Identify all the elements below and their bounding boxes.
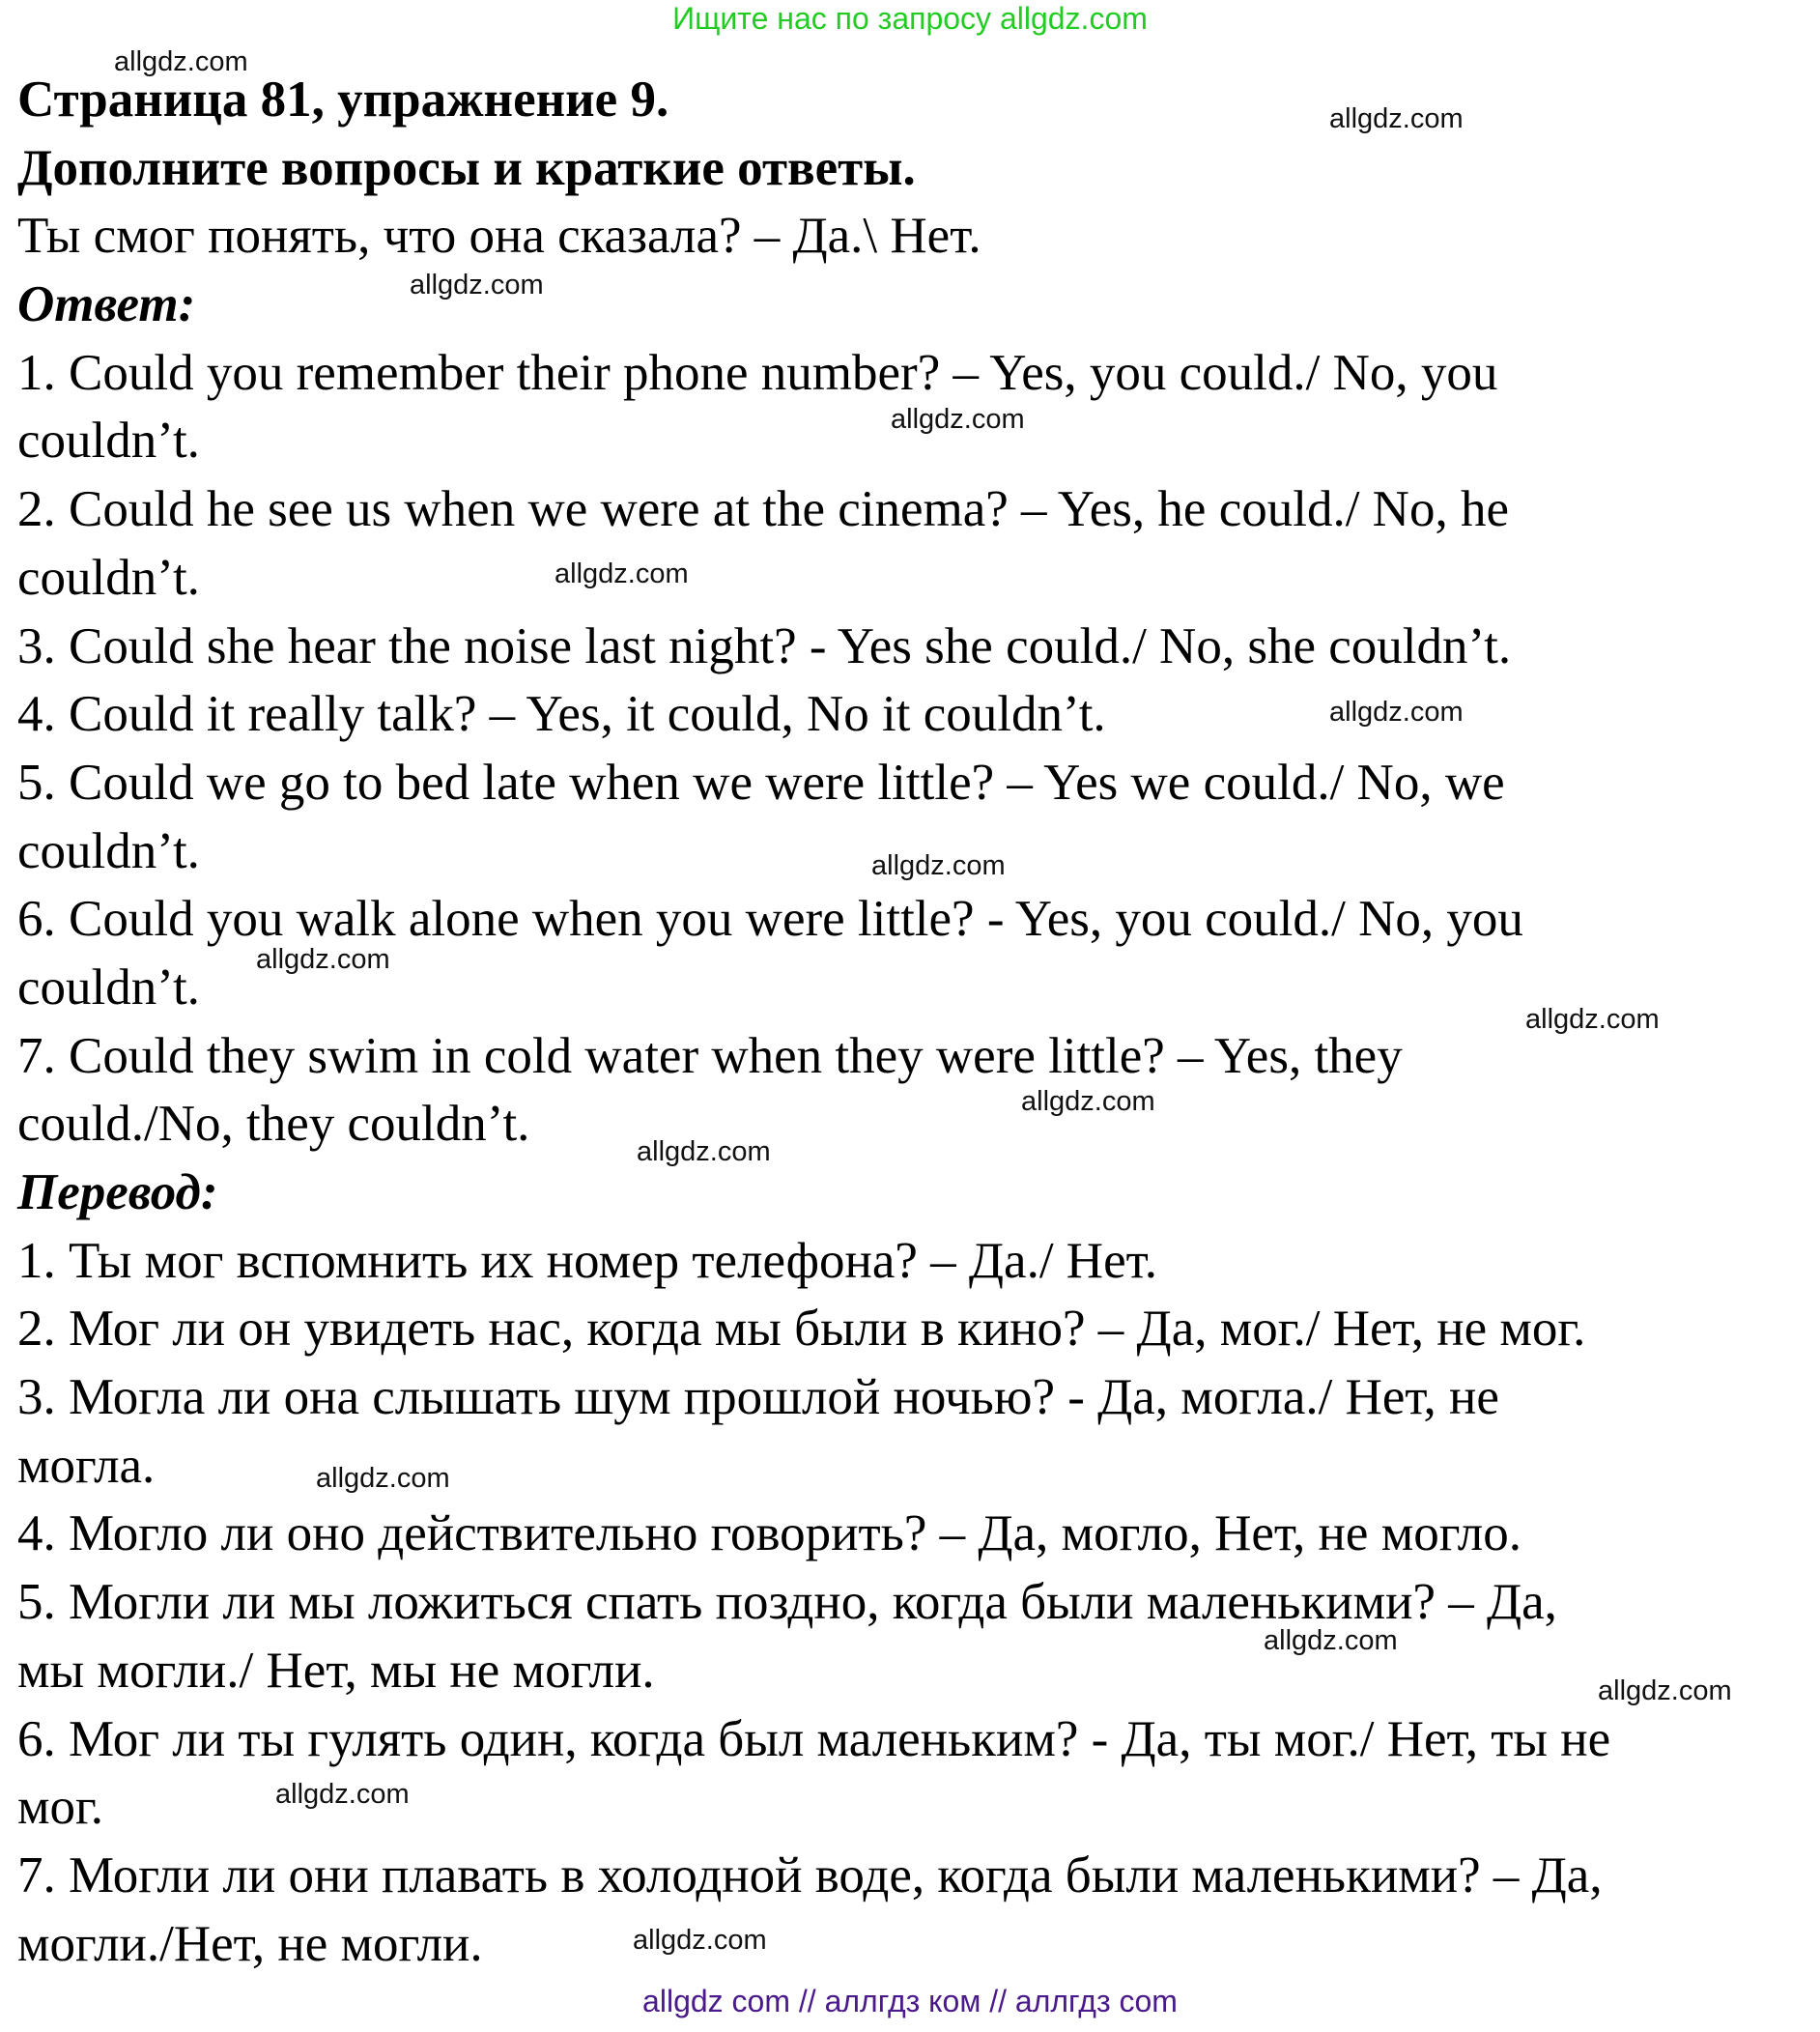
answer-line: couldn’t. [17, 822, 200, 879]
translation-line: 6. Мог ли ты гулять один, когда был маленьким? - Да, ты мог./ Нет, ты не [17, 1710, 1611, 1767]
watermark: allgdz.com [275, 1779, 410, 1810]
watermark: allgdz.com [555, 558, 689, 589]
answer-line: 2. Could he see us when we were at the cinema? – Yes, he could./ No, he [17, 481, 1509, 538]
answer-line: 7. Could they swim in cold water when they were little? – Yes, they [17, 1027, 1403, 1084]
translation-label: Перевод: [17, 1164, 218, 1220]
watermark: allgdz.com [256, 944, 390, 975]
translation-line: 2. Мог ли он увидеть нас, когда мы были в кино? – Да, мог./ Нет, не мог. [17, 1301, 1586, 1358]
watermark: allgdz.com [871, 850, 1006, 881]
translation-line: мы могли./ Нет, мы не могли. [17, 1642, 655, 1699]
answer-line: 1. Could you remember their phone number? – Yes, you could./ No, you [17, 344, 1498, 401]
watermark: allgdz.com [410, 270, 544, 301]
translation-list [17, 1227, 1610, 1979]
translation-line: 7. Могли ли они плавать в холодной воде, когда были маленькими? – Да, [17, 1846, 1603, 1903]
watermark: allgdz.com [1525, 1004, 1660, 1035]
example-line: Ты смог понять, что она сказала? – Да.\ Нет. [17, 208, 981, 265]
watermark: allgdz.com [1021, 1086, 1155, 1117]
translation-line: 1. Ты мог вспомнить их номер телефона? – Да./ Нет. [17, 1232, 1158, 1289]
watermark: allgdz.com [1329, 103, 1464, 134]
watermark: allgdz.com [1598, 1675, 1732, 1706]
answer-line: could./No, they couldn’t. [17, 1096, 530, 1153]
answer-line: couldn’t. [17, 959, 200, 1016]
answer-line: 6. Could you walk alone when you were little? - Yes, you could./ No, you [17, 891, 1523, 948]
watermark: allgdz.com [891, 404, 1025, 435]
watermark: allgdz.com [316, 1463, 450, 1494]
answer-line: 5. Could we go to bed late when we were little? – Yes we could./ No, we [17, 754, 1505, 811]
answer-label: Ответ: [17, 276, 196, 333]
watermark: allgdz.com [1264, 1625, 1398, 1656]
header-ad-link[interactable]: Ищите нас по запросу allgdz.com [672, 1, 1148, 36]
translation-line: могли./Нет, не могли. [17, 1915, 483, 1972]
answer-line: 4. Could it really talk? – Yes, it could, No it couldn’t. [17, 686, 1106, 743]
translation-line: мог. [17, 1779, 104, 1836]
answer-line: couldn’t. [17, 549, 200, 606]
watermark: allgdz.com [1329, 697, 1464, 728]
translation-line: могла. [17, 1437, 156, 1494]
translation-line: 4. Могло ли оно действительно говорить? – Да, могло, Нет, не могло. [17, 1505, 1521, 1562]
translation-line: 3. Могла ли она слышать шум прошлой ночью? - Да, могла./ Нет, не [17, 1369, 1499, 1426]
answer-list [17, 339, 1610, 1159]
watermark: allgdz.com [637, 1136, 771, 1167]
watermark: allgdz.com [114, 46, 248, 77]
exercise-content [17, 66, 1610, 1978]
answer-line: couldn’t. [17, 413, 200, 470]
translation-line: 5. Могли ли мы ложиться спать поздно, когда были маленькими? – Да, [17, 1574, 1557, 1631]
answer-line: 3. Could she hear the noise last night? - Yes she could./ No, she couldn’t. [17, 617, 1512, 674]
page-title: Страница 81, упражнение 9. [17, 72, 669, 128]
watermark: allgdz.com [633, 1925, 767, 1956]
footer-ad-link[interactable]: allgdz com // аллгдз ком // аллгдз com [642, 1984, 1178, 2018]
task-heading: Дополните вопросы и краткие ответы. [17, 139, 916, 196]
